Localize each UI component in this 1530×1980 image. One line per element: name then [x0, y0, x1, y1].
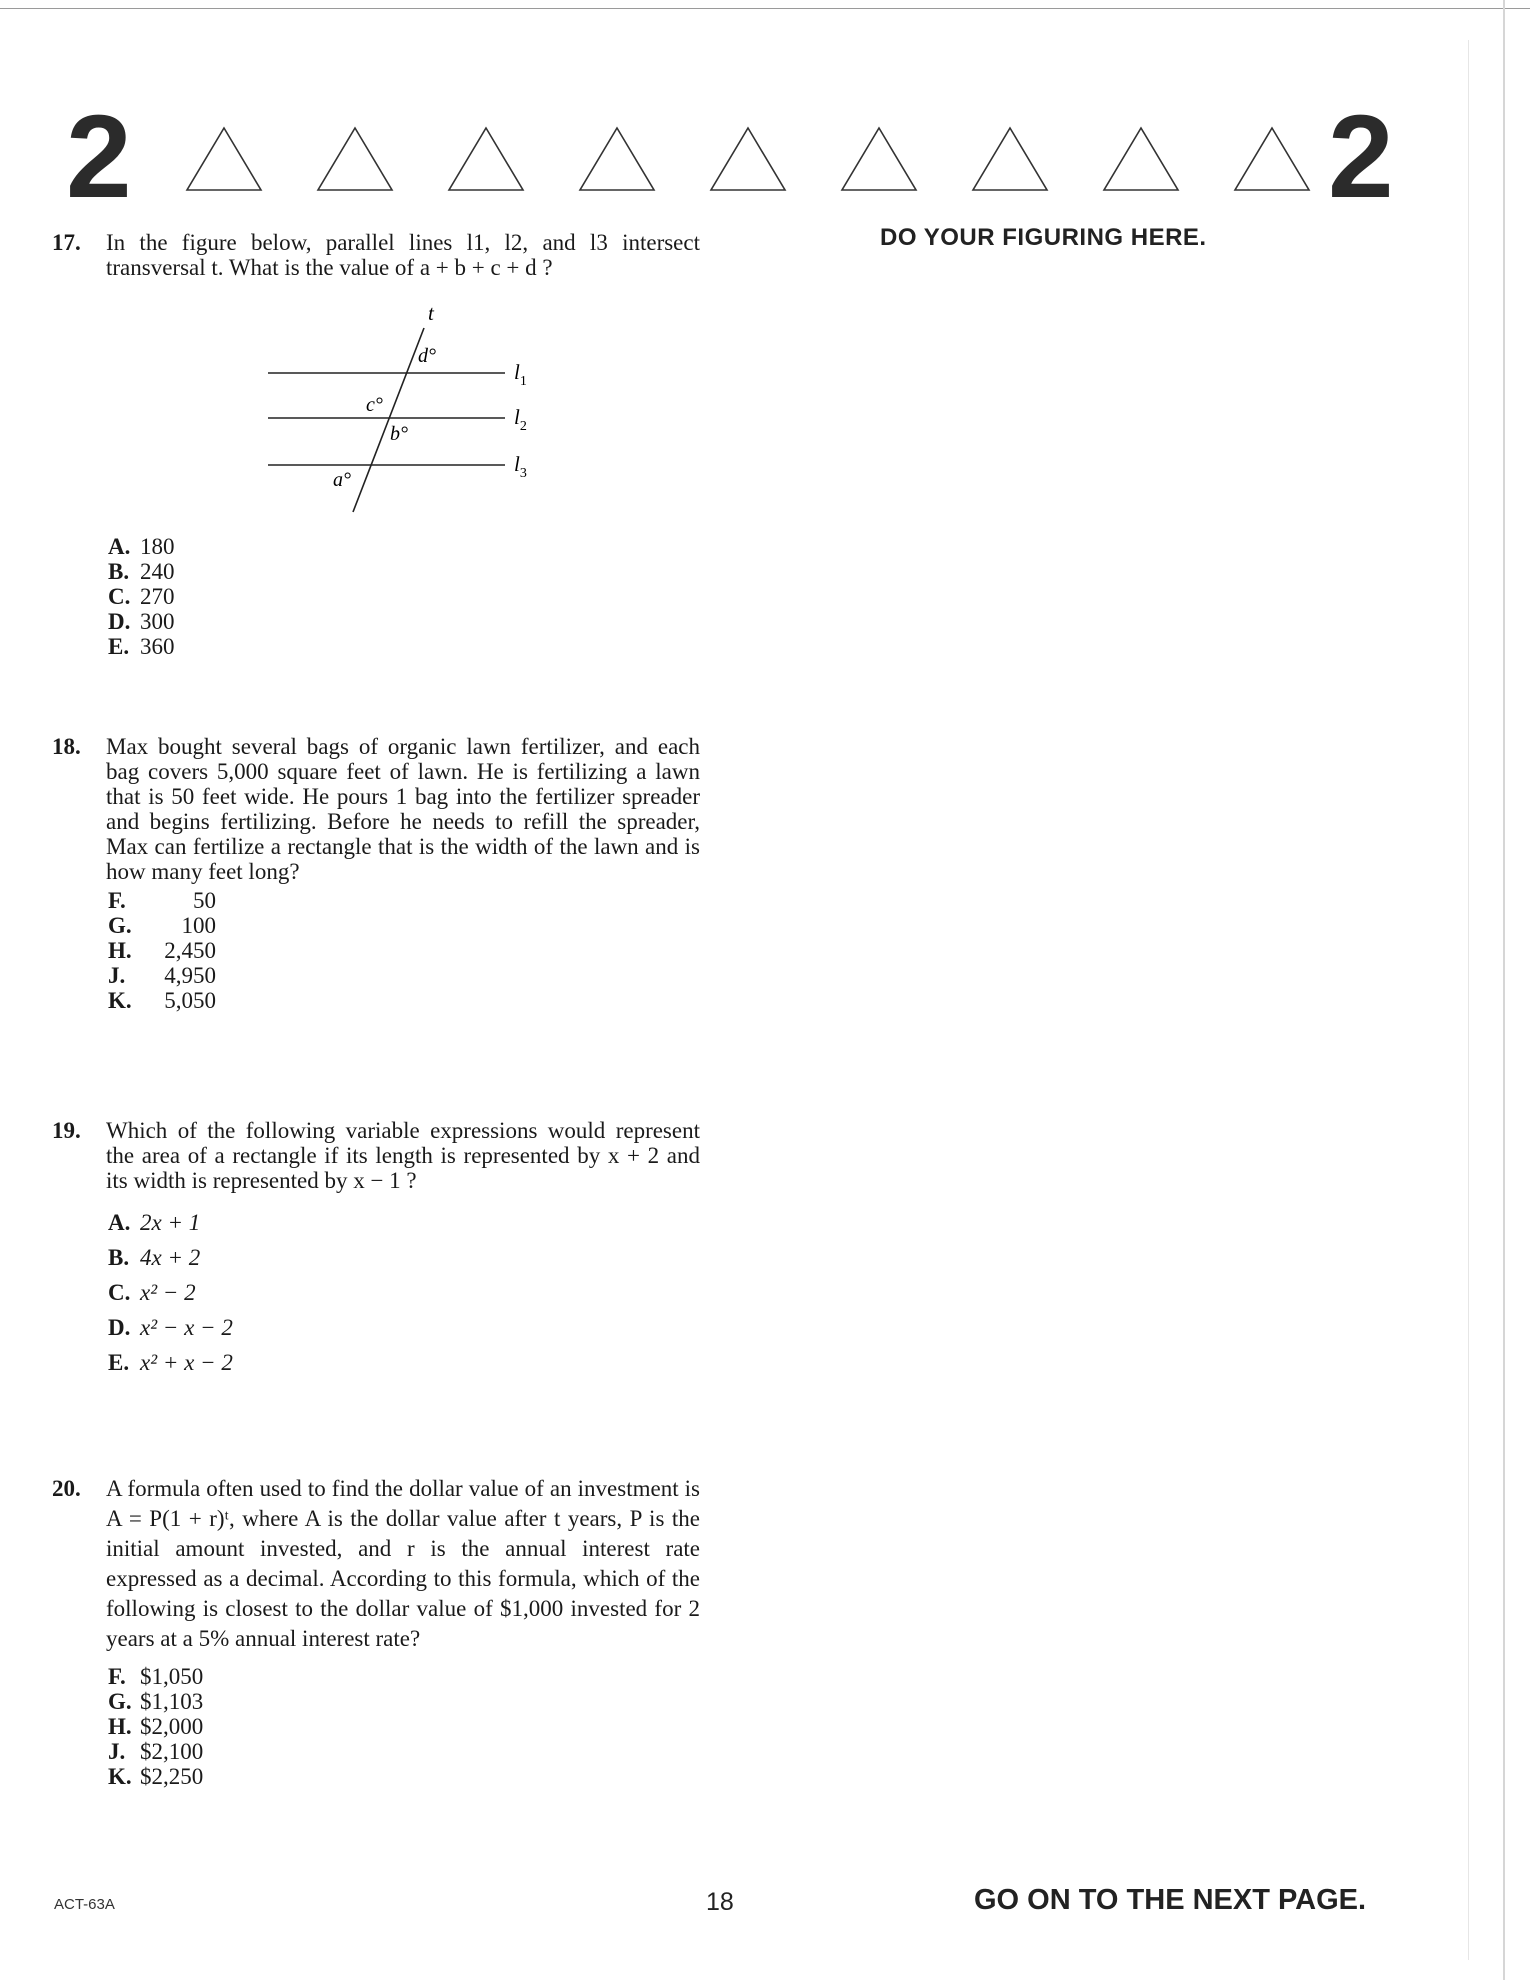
label-l3: $l_3$: [514, 452, 527, 481]
answer-choice[interactable]: J. 4,950: [108, 963, 216, 988]
section-header: [66, 91, 1396, 223]
answer-choice[interactable]: E. x² + x − 2: [108, 1350, 233, 1375]
answer-choice[interactable]: B. 240: [108, 559, 175, 584]
answer-choice[interactable]: G. 100: [108, 913, 216, 938]
page-number: 18: [706, 1888, 734, 1916]
question-20: [52, 1474, 700, 1789]
question-number: 18.: [52, 734, 81, 759]
scan-right-edge-faint: [1468, 40, 1469, 1960]
triangle-icon: [1232, 124, 1312, 194]
question-17: [52, 230, 700, 280]
answer-choices: [108, 1205, 700, 1380]
transversal-t: [353, 328, 424, 512]
form-code: ACT-63A: [54, 1896, 115, 1913]
question-18: [52, 734, 700, 1013]
answer-choice[interactable]: C. 270: [108, 584, 175, 609]
scratch-work-label: DO YOUR FIGURING HERE.: [880, 224, 1207, 251]
triangle-icon: [184, 124, 264, 194]
answer-choice[interactable]: G. $1,103: [108, 1689, 204, 1714]
answer-choices: [108, 888, 700, 1013]
answer-choice[interactable]: J. $2,100: [108, 1739, 204, 1764]
question-number: 17.: [52, 230, 81, 255]
section-number-right: 2: [1328, 91, 1394, 223]
question-text: Max bought several bags of organic lawn fertilizer, and each bag covers 5,000 square feet of lawn. He is fertilizing a lawn that is 50 feet wide. He pours 1 bag into the fertilizer spreader and begins fertilizing. Before he needs to refill the spreader, Max can fertilize a rectangle that is the width of the lawn and is how many feet long?: [106, 734, 700, 884]
answer-choice[interactable]: A. 180: [108, 534, 175, 559]
angle-c: c°: [366, 394, 383, 416]
label-l2: $l_2$: [514, 405, 527, 434]
triangle-icon: [315, 124, 395, 194]
angle-d: d°: [418, 345, 436, 367]
angle-a: a°: [333, 469, 351, 491]
answer-choice[interactable]: D. x² − x − 2: [108, 1315, 233, 1340]
angle-b: b°: [390, 423, 408, 445]
question-text: A formula often used to find the dollar value of an investment is A = P(1 + r)ᵗ, where A is the dollar value after t years, P is the initial amount invested, and r is the annual interest rate expressed as a decimal. According to this formula, which of the following is closest to the dollar value of $1,000 invested for 2 years at a 5% annual interest rate?: [106, 1476, 700, 1651]
question-text: In the figure below, parallel lines l1, l2, and l3 intersect transversal t. What is the value of a + b + c + d ?: [106, 230, 700, 280]
triangle-icon: [839, 124, 919, 194]
answer-choice[interactable]: A. 2x + 1: [108, 1210, 201, 1235]
answer-choice[interactable]: D. 300: [108, 609, 175, 634]
answer-choice[interactable]: B. 4x + 2: [108, 1245, 201, 1270]
answer-choice[interactable]: C. x² − 2: [108, 1280, 196, 1305]
answer-choice[interactable]: K. 5,050: [108, 988, 216, 1013]
label-t: t: [428, 301, 434, 325]
question-19: [52, 1118, 700, 1380]
triangle-icon: [577, 124, 657, 194]
answer-choice[interactable]: F. $1,050: [108, 1664, 204, 1689]
triangle-icon: [446, 124, 526, 194]
next-page-instruction: GO ON TO THE NEXT PAGE.: [974, 1884, 1367, 1916]
answer-choices: [108, 534, 700, 659]
answer-choices: [108, 1664, 700, 1789]
scan-top-edge: [0, 8, 1530, 9]
question-number: 20.: [52, 1476, 81, 1501]
question-number: 19.: [52, 1118, 81, 1143]
scan-right-edge: [1503, 0, 1505, 1980]
section-number-left: 2: [66, 91, 132, 223]
question-17-choices: [52, 530, 700, 659]
answer-choice[interactable]: H. $2,000: [108, 1714, 204, 1739]
parallel-lines-figure: [250, 300, 550, 520]
triangle-icon: [708, 124, 788, 194]
label-l1: $l_1$: [514, 360, 527, 389]
answer-choice[interactable]: E. 360: [108, 634, 175, 659]
triangle-icon: [970, 124, 1050, 194]
question-text: Which of the following variable expressions would represent the area of a rectangle if its length is represented by x + 2 and its width is represented by x − 1 ?: [106, 1118, 700, 1193]
triangle-icon: [1101, 124, 1181, 194]
answer-choice[interactable]: H. 2,450: [108, 938, 216, 963]
answer-choice[interactable]: K. $2,250: [108, 1764, 204, 1789]
answer-choice[interactable]: F. 50: [108, 888, 216, 913]
